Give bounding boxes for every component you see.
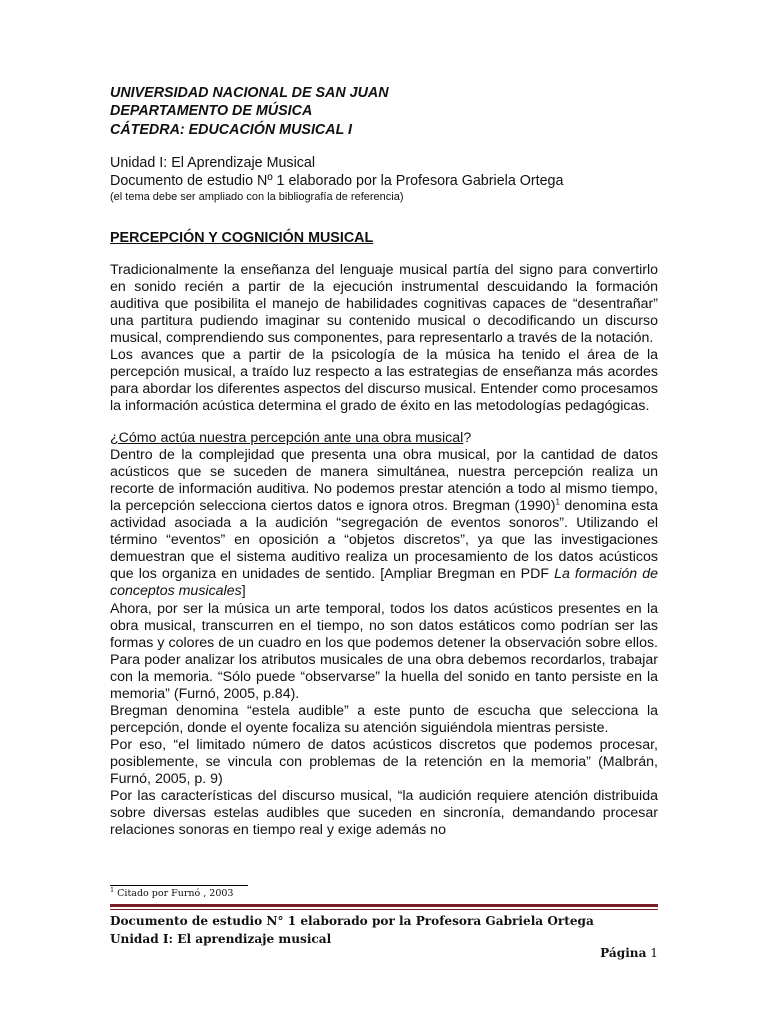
section-title: PERCEPCIÓN Y COGNICIÓN MUSICAL bbox=[110, 229, 374, 246]
intro-paragraph-2: Los avances que a partir de la psicología de la música ha tenido el área de la percepción musical, a traído luz respecto a las estrategias de enseñanza más acordes para abordar los diferentes aspectos del discurso musical. Entender como procesamos la información acústica determina el grado de éxito en las metodologías pedagógicas. bbox=[110, 346, 658, 414]
footnote-text: Citado por Furnó , 2003 bbox=[114, 888, 234, 899]
footer-unit-line: Unidad I: El aprendizaje musical bbox=[110, 932, 332, 946]
body-section bbox=[110, 447, 658, 839]
document-page bbox=[110, 84, 658, 839]
footer-document-line: Documento de estudio N° 1 elaborado por la Profesora Gabriela Ortega bbox=[110, 914, 594, 928]
question-text: ¿Cómo actúa nuestra percepción ante una obra musical bbox=[110, 430, 464, 447]
university-name: UNIVERSIDAD NACIONAL DE SAN JUAN bbox=[110, 85, 389, 101]
document-description: Documento de estudio Nº 1 elaborado por la Profesora Gabriela Ortega bbox=[110, 173, 564, 190]
body-paragraph-3: Bregman denomina “estela audible” a este punto de escucha que selecciona la percepción, donde el oyente focaliza su atención siguiéndola mientras persiste. bbox=[110, 702, 658, 736]
department-name: DEPARTAMENTO DE MÚSICA bbox=[110, 103, 313, 120]
unit-block bbox=[110, 154, 658, 203]
body-paragraph-1-text-b: denomina esta actividad asociada a la audición “segregación de eventos sonoros”. Utilizando el término “eventos” en oposición a “objetos discretos”, ya que las investigaciones demuestran que el sistema auditivo realiza un procesamiento de los datos acústicos que los organiza en unidades de sentido. [Ampliar Bregman en PDF bbox=[110, 498, 658, 583]
footnote-separator bbox=[110, 885, 248, 886]
footnote bbox=[110, 885, 234, 900]
footer-rule-thin bbox=[110, 909, 658, 910]
body-paragraph-4: Por eso, “el limitado número de datos acústicos discretos que podemos procesar, posiblemente, se vincula con problemas de la retención en la memoria” (Malbrán, Furnó, 2005, p. 9) bbox=[110, 736, 658, 787]
body-paragraph-1-text-c: ] bbox=[241, 583, 246, 600]
body-paragraph-1-text-a: Dentro de la complejidad que presenta una obra musical, por la cantidad de datos acústicos que se suceden de manera simultánea, nuestra percepción realiza un recorte de información auditiva. No podemos prestar atención a todo al mismo tiempo, la percepción selecciona ciertos datos e ignora otros. Bregman (1990) bbox=[110, 447, 658, 515]
page-number bbox=[600, 946, 658, 960]
footnote-ref: 1 bbox=[555, 497, 560, 507]
intro-section bbox=[110, 262, 658, 415]
page-footer bbox=[110, 912, 594, 948]
page-number-value: 1 bbox=[650, 946, 658, 960]
body-paragraph-2: Ahora, por ser la música un arte temporal, todos los datos acústicos presentes en la obra musical, transcurren en el tiempo, no son datos estáticos como podrían ser las formas y colores de un cuadro en los que podemos detener la observación sobre ellos. Para poder analizar los atributos musicales de una obra debemos recordarlos, trabajar con la memoria. “Sólo puede “observarse” la huella del sonido en tanto persiste en la memoria” (Furnó, 2005, p.84). bbox=[110, 600, 658, 702]
page-label: Página bbox=[600, 946, 647, 960]
course-name: CÁTEDRA: EDUCACIÓN MUSICAL I bbox=[110, 121, 352, 138]
footnote-number: 1 bbox=[110, 885, 115, 894]
bibliography-note: (el tema debe ser ampliado con la bibliografía de referencia) bbox=[110, 190, 404, 203]
intro-paragraph-1: Tradicionalmente la enseñanza del lenguaje musical partía del signo para convertirlo en sonido recién a partir de la ejecución instrumental descuidando la formación auditiva que posibilita el manejo de habilidades cognitivas capaces de “desentrañar” una partitura pudiendo imaginar su contenido musical o decodificando un discurso musical, comprendiendo sus componentes, para representarlo a través de la notación. bbox=[110, 261, 658, 346]
footer-rule-thick bbox=[110, 904, 658, 907]
body-paragraph-1 bbox=[110, 447, 658, 600]
question-mark: ? bbox=[463, 430, 472, 447]
pdf-title: La formación de conceptos musicales bbox=[110, 566, 658, 600]
question-heading bbox=[110, 430, 658, 447]
unit-title: Unidad I: El Aprendizaje Musical bbox=[110, 155, 316, 172]
body-paragraph-5: Por las características del discurso musical, “la audición requiere atención distribuida sobre diversas estelas audibles que suceden en sincronía, demandando procesar relaciones sonoras en tiempo real y exige además no bbox=[110, 788, 658, 839]
